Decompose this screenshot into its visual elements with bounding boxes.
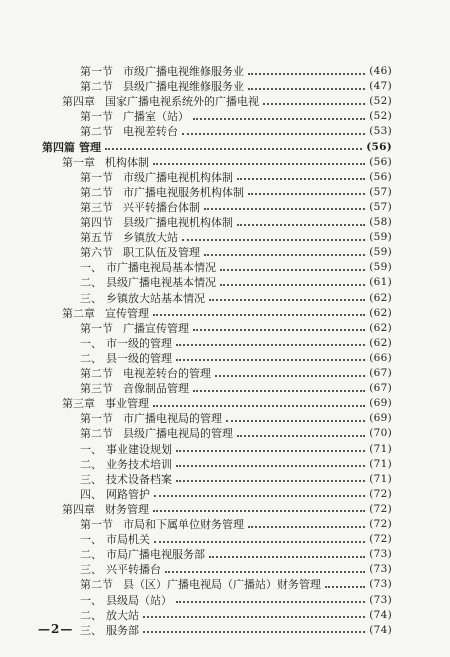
entry-title: 乡镇放大站 xyxy=(123,231,178,245)
toc-entry xyxy=(42,140,392,155)
entry-title: 市广播电视局的管理 xyxy=(123,412,222,426)
entry-page: (59) xyxy=(369,246,392,259)
leader-dots xyxy=(182,238,365,241)
toc-entry xyxy=(80,517,392,532)
leader-dots xyxy=(237,434,365,437)
entry-number: 第一节 xyxy=(80,412,113,426)
entry-page: (62) xyxy=(369,291,392,304)
entry-number: 第三节 xyxy=(80,382,113,396)
entry-number: 四、 xyxy=(80,487,102,501)
entry-page: (56) xyxy=(369,155,392,168)
entry-page: (73) xyxy=(369,593,392,606)
leader-dots xyxy=(176,343,365,346)
toc-entry xyxy=(80,124,392,139)
entry-page: (62) xyxy=(369,336,392,349)
entry-page: (58) xyxy=(369,216,392,228)
entry-page: (62) xyxy=(369,306,392,319)
toc-entry xyxy=(80,200,392,215)
leader-dots xyxy=(193,117,365,120)
leader-dots xyxy=(209,298,365,301)
entry-page: (62) xyxy=(369,321,392,334)
entry-number: 三、 xyxy=(80,291,102,305)
entry-page: (56) xyxy=(366,140,392,153)
leader-dots xyxy=(176,449,365,452)
leader-dots xyxy=(153,162,365,165)
leader-dots xyxy=(153,404,365,407)
leader-dots xyxy=(176,464,365,467)
entry-page: (69) xyxy=(369,397,392,410)
leader-dots xyxy=(220,283,365,286)
entry-page: (52) xyxy=(369,110,392,123)
leader-dots xyxy=(248,72,365,75)
entry-number: 二、 xyxy=(80,548,102,562)
entry-page: (74) xyxy=(369,608,392,621)
toc-entry xyxy=(80,472,392,487)
entry-number: 第三章 xyxy=(62,397,95,411)
leader-dots xyxy=(176,358,365,361)
leader-dots xyxy=(143,630,365,633)
entry-page: (59) xyxy=(369,231,392,244)
entry-number: 一、 xyxy=(80,336,102,350)
toc-entry xyxy=(80,260,392,275)
leader-dots xyxy=(176,600,365,603)
leader-dots xyxy=(237,177,365,180)
toc-entry xyxy=(80,577,392,592)
entry-number: 一、 xyxy=(80,533,102,547)
entry-page: (73) xyxy=(369,578,392,591)
entry-page: (59) xyxy=(369,261,392,274)
entry-title: 市局机关 xyxy=(106,533,150,547)
leader-dots xyxy=(105,147,362,150)
entry-title: 宣传管理 xyxy=(105,306,149,320)
toc-entry xyxy=(80,366,392,381)
toc-entry xyxy=(80,381,392,396)
entry-page: (72) xyxy=(369,487,392,500)
entry-title: 广播室（站） xyxy=(123,110,189,124)
entry-number: 三、 xyxy=(80,472,102,486)
page-number: —2— xyxy=(38,622,74,636)
entry-title: 市局和下属单位财务管理 xyxy=(123,518,244,531)
entry-title: 兴平转播台体制 xyxy=(123,200,200,214)
entry-number: 第六节 xyxy=(80,246,113,260)
toc-entry xyxy=(80,321,392,336)
entry-title: 机构体制 xyxy=(105,155,149,169)
leader-dots xyxy=(153,509,365,512)
leader-dots xyxy=(182,132,365,135)
entry-title: 网路管护 xyxy=(106,487,150,501)
entry-number: 第一章 xyxy=(62,155,95,169)
toc-entry xyxy=(80,562,392,577)
entry-page: (72) xyxy=(369,533,392,546)
entry-page: (71) xyxy=(369,457,392,470)
leader-dots xyxy=(215,374,365,377)
leader-dots xyxy=(204,207,365,210)
entry-number: 第二节 xyxy=(80,125,113,139)
entry-title: 县级局（站） xyxy=(106,593,172,607)
entry-title: 音像制品管理 xyxy=(123,382,189,396)
entry-title: 管理 xyxy=(79,140,101,154)
entry-number: 二、 xyxy=(80,608,102,622)
leader-dots xyxy=(248,525,365,528)
toc-entry xyxy=(62,502,392,517)
entry-number: 第二节 xyxy=(80,578,113,592)
entry-number: 第一节 xyxy=(80,170,113,184)
entry-title: 事业建设规划 xyxy=(106,442,172,456)
entry-title: 放大站 xyxy=(106,608,139,622)
entry-title: 职工队伍及管理 xyxy=(123,246,200,260)
entry-title: 市局广播电视服务部 xyxy=(106,548,205,562)
entry-number: 第二节 xyxy=(80,367,113,380)
entry-page: (72) xyxy=(369,518,392,530)
entry-page: (72) xyxy=(369,502,392,515)
entry-title: 乡镇放大站基本情况 xyxy=(106,291,205,305)
entry-title: 县（区）广播电视局（广播站）财务管理 xyxy=(123,578,321,592)
entry-page: (67) xyxy=(369,367,392,379)
toc-entry xyxy=(80,351,392,366)
entry-number: 第二节 xyxy=(80,427,113,441)
toc-entry xyxy=(80,275,392,290)
leader-dots xyxy=(248,87,365,90)
toc-entry xyxy=(80,109,392,124)
toc-entry xyxy=(80,442,392,457)
entry-page: (53) xyxy=(369,125,392,138)
toc-entry xyxy=(80,245,392,260)
entry-title: 服务部 xyxy=(106,623,139,637)
toc-entry xyxy=(80,185,392,200)
entry-number: 第五节 xyxy=(80,231,113,245)
entry-page: (73) xyxy=(369,563,392,576)
entry-title: 县一级的管理 xyxy=(106,351,172,365)
toc-entry xyxy=(62,94,392,109)
leader-dots xyxy=(193,389,365,392)
entry-page: (52) xyxy=(369,95,392,108)
entry-page: (46) xyxy=(369,65,392,77)
entry-number: 第四节 xyxy=(80,216,113,229)
entry-number: 一、 xyxy=(80,261,102,275)
toc-entry xyxy=(80,170,392,185)
leader-dots xyxy=(209,555,365,558)
entry-page: (56) xyxy=(369,170,392,183)
entry-title: 国家广播电视系统外的广播电视 xyxy=(105,95,259,109)
entry-page: (70) xyxy=(369,427,392,440)
entry-title: 市广播电视服务机构体制 xyxy=(123,185,244,199)
leader-dots xyxy=(176,479,365,482)
leader-dots xyxy=(237,223,365,226)
entry-title: 兴平转播台 xyxy=(106,563,161,577)
leader-dots xyxy=(325,585,365,588)
entry-number: 第二节 xyxy=(80,80,113,94)
entry-number: 第二节 xyxy=(80,185,113,199)
entry-page: (69) xyxy=(369,412,392,425)
entry-number: 第一节 xyxy=(80,110,113,124)
toc-entry xyxy=(62,155,392,170)
entry-title: 县级广播电视维修服务业 xyxy=(123,80,244,94)
leader-dots xyxy=(226,419,365,422)
entry-number: 二、 xyxy=(80,351,102,365)
entry-number: 二、 xyxy=(80,457,102,471)
toc-entry xyxy=(80,547,392,562)
entry-number: 第一节 xyxy=(80,65,113,78)
toc-entry xyxy=(80,623,392,638)
entry-title: 电视差转台的管理 xyxy=(123,367,211,380)
entry-number: 一、 xyxy=(80,442,102,456)
entry-page: (67) xyxy=(369,382,392,395)
leader-dots xyxy=(153,313,365,316)
leader-dots xyxy=(143,615,365,618)
entry-number: 第三节 xyxy=(80,200,113,214)
entry-title: 技术设备档案 xyxy=(106,472,172,486)
toc-entry xyxy=(80,593,392,608)
entry-title: 电视差转台 xyxy=(123,125,178,139)
entry-page: (61) xyxy=(369,276,392,289)
toc-entry xyxy=(80,64,392,79)
toc-entry xyxy=(80,291,392,306)
entry-number: 三、 xyxy=(80,563,102,577)
entry-title: 业务技术培训 xyxy=(106,457,172,471)
toc-entry xyxy=(80,215,392,230)
leader-dots xyxy=(154,540,365,543)
toc-entry xyxy=(80,79,392,94)
leader-dots xyxy=(154,494,365,497)
entry-page: (47) xyxy=(369,80,392,93)
entry-page: (57) xyxy=(369,185,392,198)
toc-entry xyxy=(80,426,392,441)
toc-entry xyxy=(80,532,392,547)
leader-dots xyxy=(248,192,365,195)
entry-page: (66) xyxy=(369,351,392,364)
entry-number: 第一节 xyxy=(80,518,113,531)
entry-number: 一、 xyxy=(80,593,102,607)
entry-page: (57) xyxy=(369,200,392,213)
entry-page: (71) xyxy=(369,442,392,455)
entry-title: 市级广播电视维修服务业 xyxy=(123,65,244,78)
toc-entry xyxy=(80,608,392,623)
entry-number: 第二章 xyxy=(62,306,95,320)
toc-entry xyxy=(80,336,392,351)
entry-title: 事业管理 xyxy=(105,397,149,411)
toc-entry xyxy=(62,306,392,321)
entry-page: (71) xyxy=(369,472,392,485)
leader-dots xyxy=(204,253,365,256)
entry-number: 二、 xyxy=(80,276,102,290)
entry-title: 市一级的管理 xyxy=(106,336,172,350)
toc-entry xyxy=(62,396,392,411)
toc-entry xyxy=(80,411,392,426)
entry-title: 市级广播电视机构体制 xyxy=(123,170,233,184)
toc-entry xyxy=(80,230,392,245)
entry-title: 市广播电视局基本情况 xyxy=(106,261,216,275)
entry-title: 县级广播电视基本情况 xyxy=(106,276,216,290)
entry-number: 第一节 xyxy=(80,321,113,335)
entry-page: (74) xyxy=(369,623,392,636)
entry-title: 县级广播电视局的管理 xyxy=(123,427,233,441)
leader-dots xyxy=(165,570,365,573)
entry-number: 第四章 xyxy=(62,502,95,516)
entry-title: 财务管理 xyxy=(105,502,149,516)
entry-number: 三、 xyxy=(80,623,102,637)
entry-number: 第四章 xyxy=(62,95,95,109)
leader-dots xyxy=(193,328,365,331)
toc-entry xyxy=(80,457,392,472)
leader-dots xyxy=(263,102,365,105)
entry-title: 广播宣传管理 xyxy=(123,321,189,335)
entry-title: 县级广播电视机构体制 xyxy=(123,216,233,229)
entry-number: 第四篇 xyxy=(42,140,75,154)
entry-page: (73) xyxy=(369,548,392,561)
toc-entry xyxy=(80,487,392,502)
leader-dots xyxy=(220,268,365,271)
